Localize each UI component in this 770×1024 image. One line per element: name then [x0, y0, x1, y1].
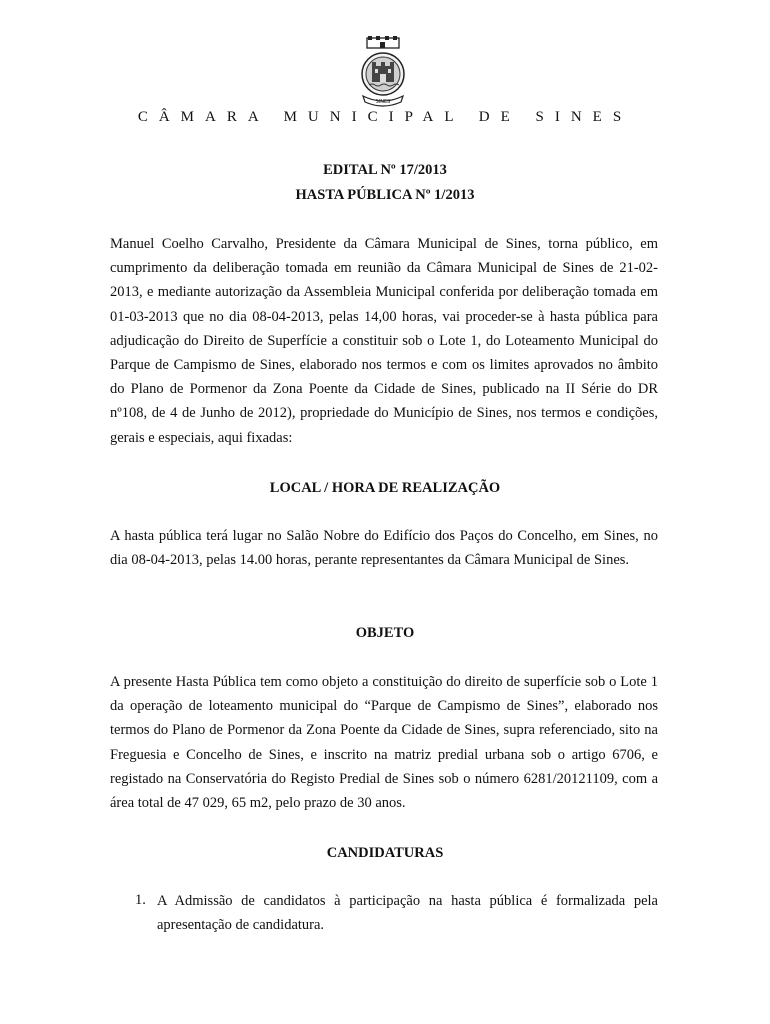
section-heading-local: LOCAL / HORA DE REALIZAÇÃO — [269, 480, 501, 496]
organization-header: CÂMARA MUNICIPAL DE SINES — [137, 109, 633, 125]
hasta-title: HASTA PÚBLICA Nº 1/2013 — [295, 187, 475, 203]
intro-paragraph: Manuel Coelho Carvalho, Presidente da Câmara Municipal de Sines, torna público, em cumprimento da deliberação tomada em reunião da Câmara Municipal de Sines de 21-02-2013, e mediante autorização da Assembleia Municipal conferida por deliberação tomada em 01-03-2013 que no dia 08-04-2013, pelas 14,00 horas, vai proceder-se à hasta pública para adjudicação do Direito de Superfície a constituir sob o Lote 1, do Loteamento Municipal do Parque de Campismo de Sines, elaborado nos termos e com os limites aprovados no âmbito do Plano de Pormenor da Zona Poente da Cidade de Sines, publicado na II Série do DR nº108, de 4 de Junho de 2012), propriedade do Município de Sines, nos termos e condições, gerais e especiais, aqui fixadas: — [110, 236, 658, 446]
seal-banner-text: SINES — [375, 99, 391, 105]
section-heading-candidaturas: CANDIDATURAS — [326, 845, 444, 861]
objeto-paragraph: A presente Hasta Pública tem como objeto a constituição do direito de superfície sob o Lote 1 da operação de loteamento municipal do “Parque de Campismo de Sines”, elaborado nos termos do Plano de Pormenor da Zona Poente da Cidade de Sines, supra referenciado, sito na Freguesia e Concelho de Sines, e inscrito na matriz predial urbana sob o artigo 6706, e registado na Conservatória do Registo Predial de Sines sob o número 6281/20121109, com a área total de 47 029, 65 m2, pelo prazo de 30 anos. — [110, 674, 658, 812]
list-item-text: A Admissão de candidatos à participação na hasta pública é formalizada pela apresentação de candidatura. — [157, 893, 658, 934]
list-item-number: 1. — [135, 892, 146, 908]
local-paragraph: A hasta pública terá lugar no Salão Nobre do Edifício dos Paços do Concelho, em Sines, no dia 08-04-2013, pelas 14.00 horas, perante representantes da Câmara Municipal de Sines. — [110, 528, 658, 569]
edital-title: EDITAL Nº 17/2013 — [323, 162, 447, 178]
section-heading-objeto: OBJETO — [355, 625, 415, 641]
municipal-coat-of-arms-icon — [347, 36, 419, 108]
